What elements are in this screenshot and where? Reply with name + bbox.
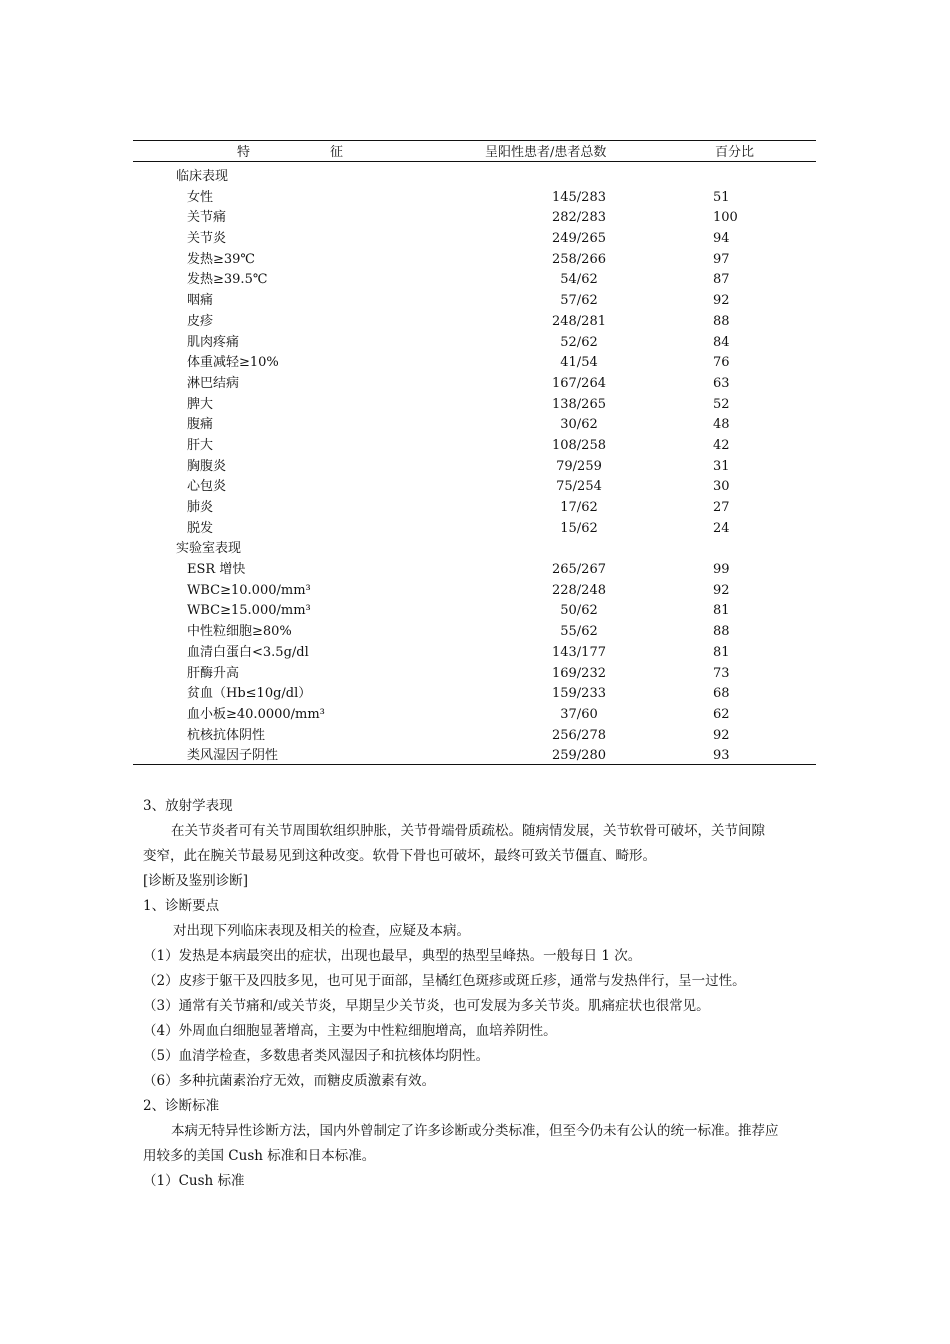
percent-cell: 73 bbox=[713, 665, 730, 681]
percent-cell: 48 bbox=[713, 417, 730, 433]
table-row bbox=[133, 291, 816, 312]
table-row bbox=[133, 333, 816, 354]
table-row bbox=[133, 622, 816, 643]
table-row bbox=[133, 705, 816, 726]
table-row bbox=[133, 457, 816, 478]
subsection-title-key-points: 1、诊断要点 bbox=[143, 898, 220, 914]
ratio-cell: 108/258 bbox=[551, 437, 606, 453]
percent-cell: 52 bbox=[713, 396, 730, 412]
table-body bbox=[133, 167, 816, 764]
list-item: （3）通常有关节痛和/或关节炎，早期呈少关节炎，也可发展为多关节炎。肌痛症状也很常见。 bbox=[143, 998, 710, 1014]
ratio-cell: 256/278 bbox=[551, 727, 606, 743]
percent-cell: 81 bbox=[713, 644, 730, 660]
feature-name: 血清白蛋白<3.5g/dl bbox=[187, 644, 309, 660]
table-row bbox=[133, 746, 816, 764]
ratio-cell: 145/283 bbox=[551, 189, 606, 205]
ratio-cell: 41/54 bbox=[560, 355, 598, 371]
table-row bbox=[133, 188, 816, 209]
table-bottom-rule bbox=[133, 764, 816, 765]
feature-name: 淋巴结病 bbox=[187, 375, 240, 391]
feature-name: 发热≥39℃ bbox=[187, 251, 255, 267]
header-ratio: 呈阳性患者/患者总数 bbox=[485, 145, 607, 160]
header-feature-part2: 征 bbox=[330, 145, 344, 160]
table-row bbox=[133, 229, 816, 250]
ratio-cell: 15/62 bbox=[560, 520, 598, 536]
ratio-cell: 265/267 bbox=[551, 562, 606, 578]
ratio-cell: 55/62 bbox=[560, 624, 598, 640]
header-percent: 百分比 bbox=[715, 145, 755, 160]
percent-cell: 88 bbox=[713, 624, 730, 640]
percent-cell: 92 bbox=[713, 582, 730, 598]
table-section-row bbox=[133, 539, 816, 560]
table-row bbox=[133, 684, 816, 705]
ratio-cell: 52/62 bbox=[560, 334, 598, 350]
feature-name: WBC≥15.000/mm³ bbox=[187, 603, 311, 619]
paragraph-line: 在关节炎者可有关节周围软组织肿胀，关节骨端骨质疏松。随病情发展，关节软骨可破坏，关节间隙 bbox=[171, 823, 765, 839]
percent-cell: 99 bbox=[713, 562, 730, 578]
list-item: （6）多种抗菌素治疗无效，而糖皮质激素有效。 bbox=[143, 1073, 436, 1089]
feature-name: 心包炎 bbox=[187, 479, 227, 495]
feature-name: 女性 bbox=[187, 189, 214, 205]
table-row bbox=[133, 270, 816, 291]
table-row bbox=[133, 581, 816, 602]
percent-cell: 31 bbox=[713, 458, 730, 474]
feature-name: 脾大 bbox=[187, 396, 214, 412]
percent-cell: 100 bbox=[713, 210, 738, 226]
ratio-cell: 138/265 bbox=[551, 396, 606, 412]
ratio-cell: 159/233 bbox=[551, 686, 606, 702]
feature-name: 血小板≥40.0000/mm³ bbox=[187, 706, 325, 722]
table-section-row bbox=[133, 167, 816, 188]
feature-name: 脱发 bbox=[187, 520, 214, 536]
feature-name: 皮疹 bbox=[187, 313, 214, 329]
ratio-cell: 249/265 bbox=[551, 231, 606, 247]
table-row bbox=[133, 353, 816, 374]
feature-name: 体重减轻≥10% bbox=[187, 355, 279, 371]
feature-name: 发热≥39.5℃ bbox=[187, 272, 268, 288]
ratio-cell: 17/62 bbox=[560, 500, 598, 515]
percent-cell: 88 bbox=[713, 313, 730, 329]
percent-cell: 84 bbox=[713, 334, 730, 350]
table-row bbox=[133, 208, 816, 229]
percent-cell: 92 bbox=[713, 293, 730, 309]
feature-name: 胸腹炎 bbox=[187, 458, 227, 474]
table-row bbox=[133, 664, 816, 685]
percent-cell: 92 bbox=[713, 727, 730, 743]
percent-cell: 97 bbox=[713, 251, 730, 267]
ratio-cell: 258/266 bbox=[551, 251, 606, 267]
ratio-cell: 57/62 bbox=[560, 293, 598, 309]
feature-name: 腹痛 bbox=[187, 417, 214, 433]
list-item: （1）Cush 标准 bbox=[143, 1173, 245, 1189]
paragraph-line: 对出现下列临床表现及相关的检查，应疑及本病。 bbox=[173, 923, 470, 939]
table-row bbox=[133, 374, 816, 395]
table-row bbox=[133, 415, 816, 436]
paragraph-line: 本病无特异性诊断方法，国内外曾制定了许多诊断或分类标准，但至今仍未有公认的统一标准。推荐应 bbox=[171, 1123, 779, 1139]
percent-cell: 76 bbox=[713, 355, 730, 371]
ratio-cell: 259/280 bbox=[551, 748, 606, 764]
paragraph-line: 变窄，此在腕关节最易见到这种改变。软骨下骨也可破坏，最终可致关节僵直、畸形。 bbox=[143, 848, 656, 864]
table-header-rule bbox=[133, 161, 816, 162]
paragraph-line: 用较多的美国 Cush 标准和日本标准。 bbox=[143, 1148, 376, 1164]
feature-name: 类风湿因子阴性 bbox=[187, 748, 279, 764]
percent-cell: 30 bbox=[713, 479, 730, 495]
percent-cell: 51 bbox=[713, 189, 730, 205]
list-item: （1）发热是本病最突出的症状，出现也最早，典型的热型呈峰热。一般每日 1 次。 bbox=[143, 948, 642, 964]
feature-name: 关节痛 bbox=[187, 210, 227, 226]
feature-name: ESR 增快 bbox=[187, 562, 246, 578]
subsection-title-criteria: 2、诊断标准 bbox=[143, 1098, 220, 1114]
ratio-cell: 167/264 bbox=[551, 375, 606, 391]
percent-cell: 27 bbox=[713, 500, 730, 515]
percent-cell: 24 bbox=[713, 520, 730, 536]
list-item: （4）外周血白细胞显著增高，主要为中性粒细胞增高，血培养阴性。 bbox=[143, 1023, 557, 1039]
table-row bbox=[133, 601, 816, 622]
ratio-cell: 143/177 bbox=[551, 644, 606, 660]
section-label: 实验室表现 bbox=[176, 541, 242, 557]
body-text bbox=[143, 794, 823, 1194]
table-row bbox=[133, 560, 816, 581]
percent-cell: 81 bbox=[713, 603, 730, 619]
table-top-rule bbox=[133, 140, 816, 141]
feature-name: 肝酶升高 bbox=[187, 665, 240, 681]
table-row bbox=[133, 477, 816, 498]
percent-cell: 63 bbox=[713, 375, 730, 391]
table-row bbox=[133, 250, 816, 271]
table-row bbox=[133, 312, 816, 333]
table-row bbox=[133, 436, 816, 457]
table-row bbox=[133, 726, 816, 747]
feature-name: 关节炎 bbox=[187, 231, 227, 247]
feature-name: 肺炎 bbox=[187, 500, 214, 515]
table-row bbox=[133, 643, 816, 664]
feature-name: 肌肉疼痛 bbox=[187, 334, 240, 350]
feature-name: 咽痛 bbox=[187, 293, 214, 309]
percent-cell: 68 bbox=[713, 686, 730, 702]
feature-name: WBC≥10.000/mm³ bbox=[187, 582, 311, 598]
ratio-cell: 50/62 bbox=[560, 603, 598, 619]
percent-cell: 93 bbox=[713, 748, 730, 764]
ratio-cell: 169/232 bbox=[551, 665, 606, 681]
percent-cell: 62 bbox=[713, 706, 730, 722]
feature-name: 肝大 bbox=[187, 437, 214, 453]
ratio-cell: 282/283 bbox=[551, 210, 606, 226]
percent-cell: 42 bbox=[713, 437, 730, 453]
ratio-cell: 228/248 bbox=[551, 582, 606, 598]
section-title-diagnosis: [诊断及鉴别诊断] bbox=[143, 873, 249, 889]
feature-name: 杭核抗体阴性 bbox=[187, 727, 266, 743]
percent-cell: 87 bbox=[713, 272, 730, 288]
table-row bbox=[133, 519, 816, 540]
feature-name: 贫血（Hb≤10g/dl） bbox=[187, 686, 312, 702]
list-item: （2）皮疹于躯干及四肢多见，也可见于面部，呈橘红色斑疹或斑丘疹，通常与发热伴行，呈一过性。 bbox=[143, 973, 746, 989]
feature-name: 中性粒细胞≥80% bbox=[187, 624, 292, 640]
table-row bbox=[133, 395, 816, 416]
header-feature-part1: 特 bbox=[237, 145, 251, 160]
ratio-cell: 54/62 bbox=[560, 272, 598, 288]
ratio-cell: 79/259 bbox=[556, 458, 602, 474]
section-label: 临床表现 bbox=[176, 169, 229, 184]
table-row bbox=[133, 498, 816, 519]
ratio-cell: 248/281 bbox=[551, 313, 606, 329]
list-item: （5）血清学检查，多数患者类风湿因子和抗核体均阴性。 bbox=[143, 1048, 490, 1064]
percent-cell: 94 bbox=[713, 231, 730, 247]
ratio-cell: 37/60 bbox=[560, 706, 598, 722]
section-title-radiology: 3、放射学表现 bbox=[143, 798, 233, 814]
ratio-cell: 75/254 bbox=[556, 479, 602, 495]
ratio-cell: 30/62 bbox=[560, 417, 598, 433]
